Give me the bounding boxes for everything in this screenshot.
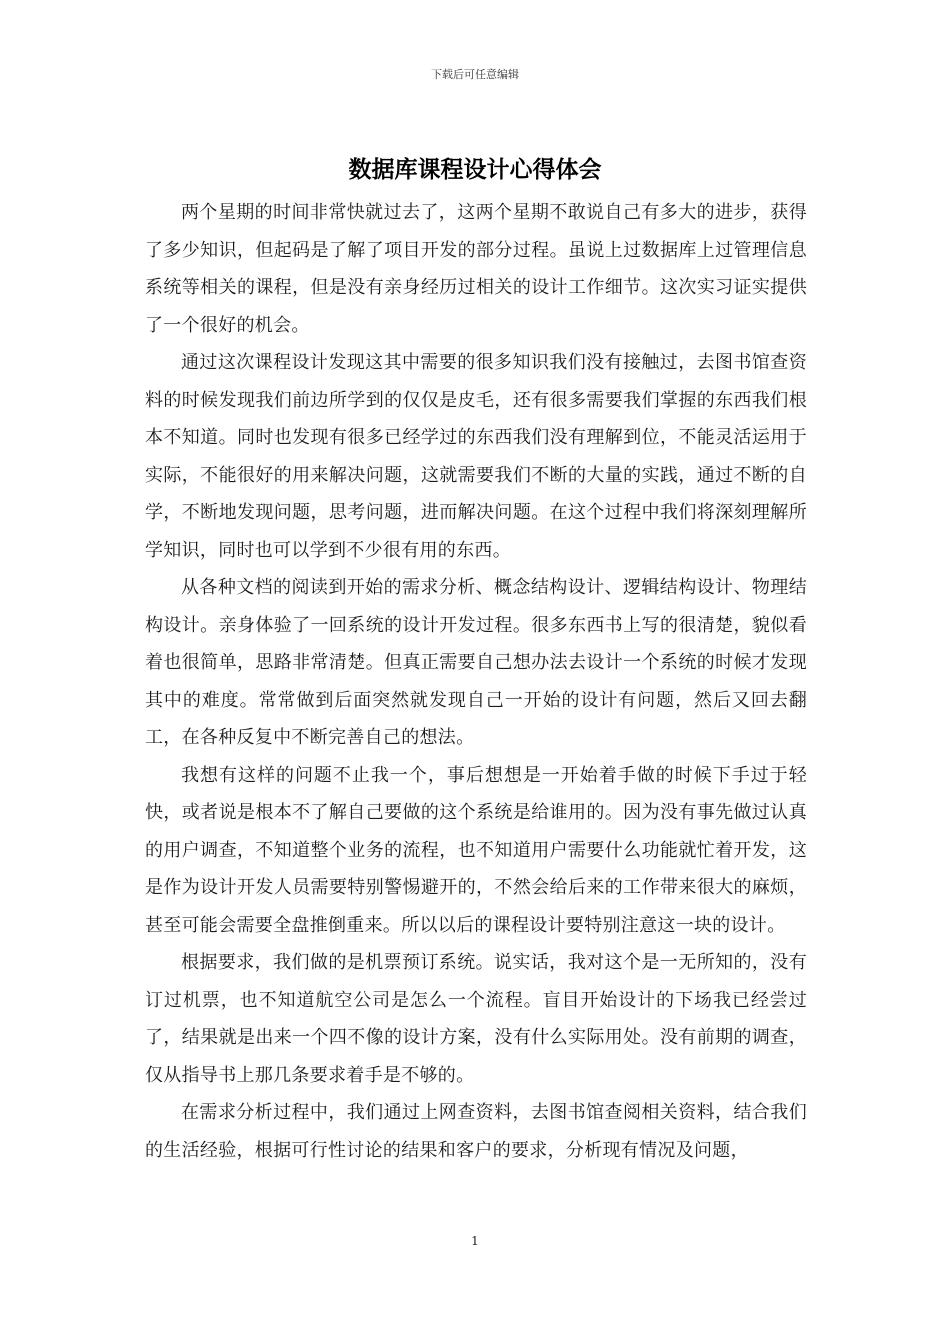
paragraph-2: 通过这次课程设计发现这其中需要的很多知识我们没有接触过，去图书馆查资料的时候发现我们前边所学到的仅仅是皮毛，还有很多需要我们掌握的东西我们根本不知道。同时也发现有很多已经学过的东西我们没有理解到位，不能灵活运用于实际，不能很好的用来解决问题，这就需要我们不断的大量的实践，通过不断的自学，不断地发现问题，思考问题，进而解决问题。在这个过程中我们将深刻理解所学知识，同时也可以学到不少很有用的东西。 — [145, 352, 807, 561]
paragraph-5: 根据要求，我们做的是机票预订系统。说实话，我对这个是一无所知的，没有订过机票，也不知道航空公司是怎么一个流程。盲目开始设计的下场我已经尝过了，结果就是出来一个四不像的设计方案，没有什么实际用处。没有前期的调查，仅从指导书上那几条要求着手是不够的。 — [145, 952, 807, 1086]
document-body — [145, 194, 807, 1169]
header-note: 下载后可任意编辑 — [431, 68, 519, 81]
document-title: 数据库课程设计心得体会 — [348, 157, 602, 183]
paragraph-6: 在需求分析过程中，我们通过上网查资料，去图书馆查阅相关资料，结合我们的生活经验，根据可行性讨论的结果和客户的要求，分析现有情况及问题， — [145, 1102, 807, 1161]
paragraph-3: 从各种文档的阅读到开始的需求分析、概念结构设计、逻辑结构设计、物理结构设计。亲身体验了一回系统的设计开发过程。很多东西书上写的很清楚，貌似看着也很简单，思路非常清楚。但真正需要自己想办法去设计一个系统的时候才发现其中的难度。常常做到后面突然就发现自己一开始的设计有问题，然后又回去翻工，在各种反复中不断完善自己的想法。 — [145, 577, 807, 748]
paragraph-1: 两个星期的时间非常快就过去了，这两个星期不敢说自己有多大的进步，获得了多少知识，但起码是了解了项目开发的部分过程。虽说上过数据库上过管理信息系统等相关的课程，但是没有亲身经历过相关的设计工作细节。这次实习证实提供了一个很好的机会。 — [145, 202, 807, 336]
page-number: 1 — [471, 1234, 479, 1248]
paragraph-4: 我想有这样的问题不止我一个，事后想想是一开始着手做的时候下手过于轻快，或者说是根本不了解自己要做的这个系统是给谁用的。因为没有事先做过认真的用户调查，不知道整个业务的流程，也不知道用户需要什么功能就忙着开发，这是作为设计开发人员需要特别警惕避开的，不然会给后来的工作带来很大的麻烦，甚至可能会需要全盘推倒重来。所以以后的课程设计要特别注意这一块的设计。 — [145, 764, 807, 936]
